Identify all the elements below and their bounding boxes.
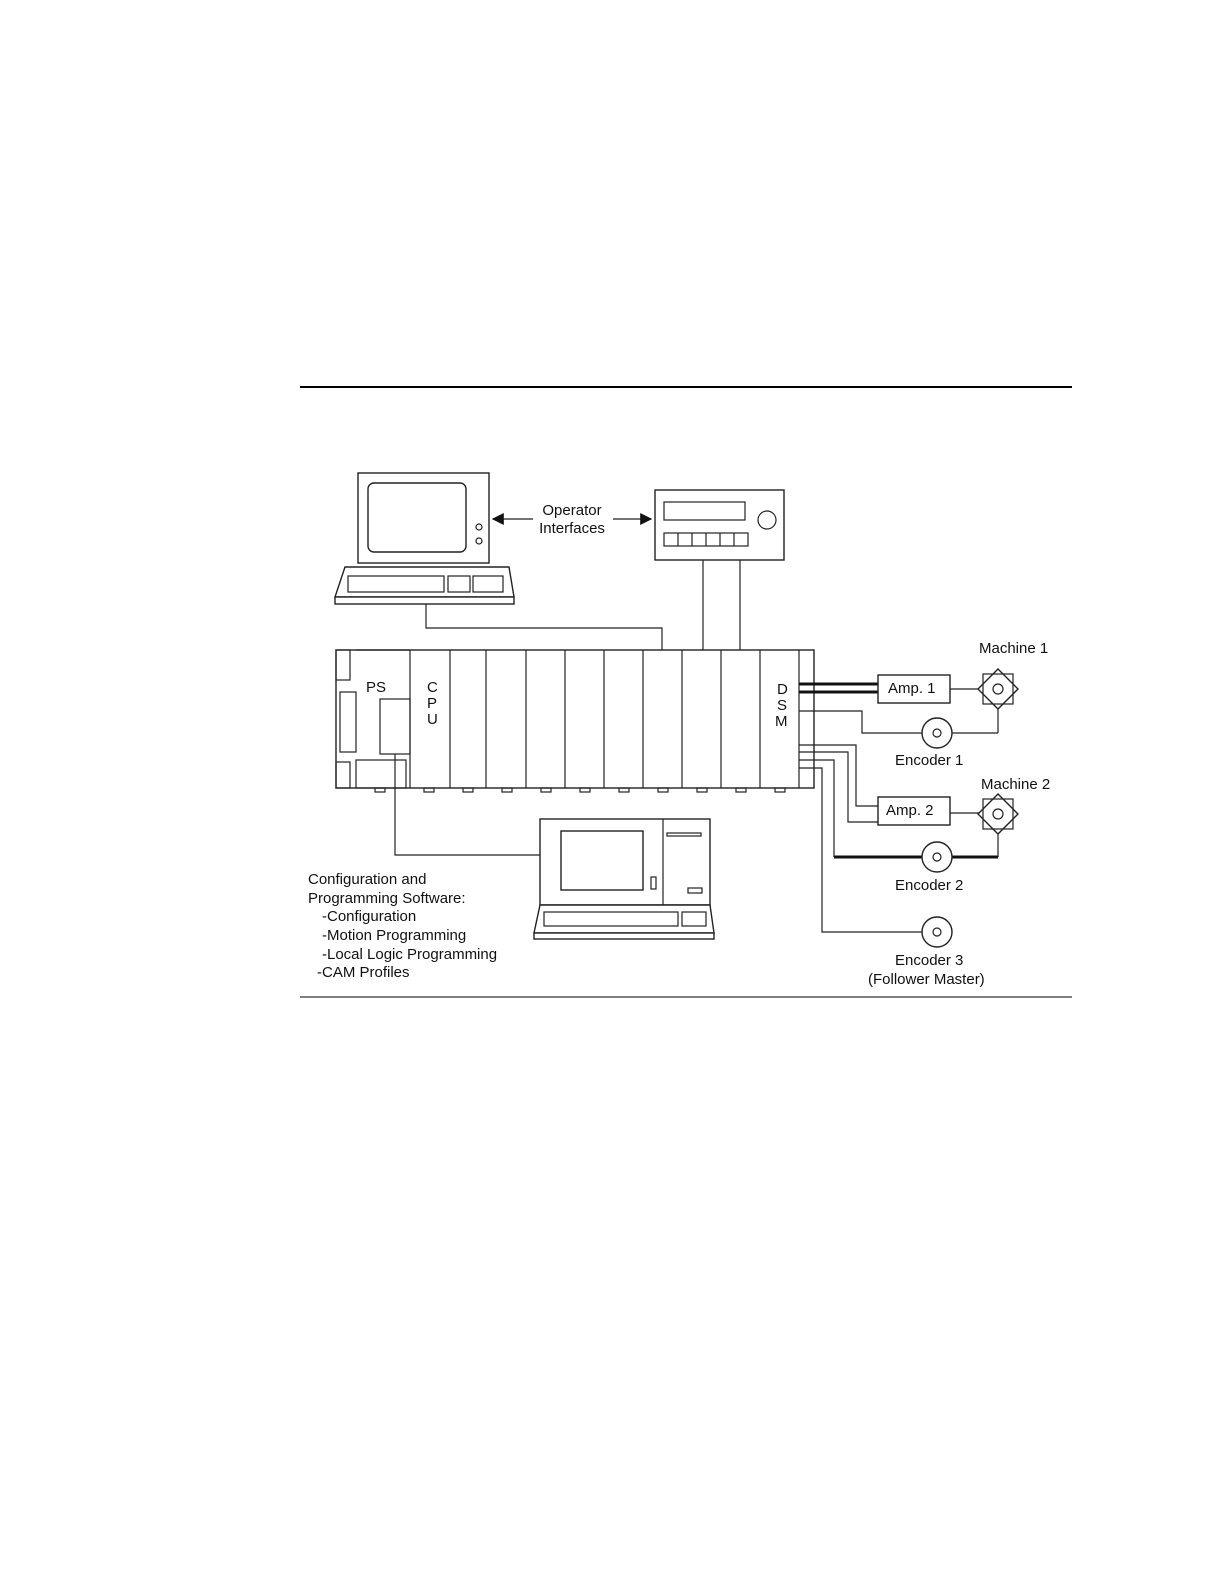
encoder3-label: Encoder 3 — [895, 952, 964, 969]
cpu-label-u: U — [427, 711, 438, 728]
machine1-label: Machine 1 — [979, 640, 1049, 657]
software-line-2: Programming Software: — [308, 890, 466, 907]
plc-rack — [336, 650, 814, 792]
encoder2-label: Encoder 2 — [895, 877, 964, 894]
dsm-encoder3-wire — [799, 768, 922, 932]
machine1-motor-icon — [978, 669, 1018, 709]
dsm-encoder1-wire — [799, 711, 998, 733]
software-line-5: -Local Logic Programming — [322, 946, 498, 963]
machine2-label: Machine 2 — [981, 776, 1051, 793]
machine2-motor-icon — [978, 794, 1018, 834]
dsm-label-s: S — [777, 697, 788, 714]
operator-panel-icon — [655, 490, 784, 560]
terminal-cable — [426, 604, 662, 650]
encoder1-label: Encoder 1 — [895, 752, 964, 769]
ps-label: PS — [366, 679, 387, 696]
software-line-3: -Configuration — [322, 908, 417, 925]
amp1-label: Amp. 1 — [888, 680, 936, 697]
software-line-4: -Motion Programming — [322, 927, 467, 944]
encoder3-sublabel: (Follower Master) — [868, 971, 985, 988]
cpu-label-p: P — [427, 695, 438, 712]
operator-label-line1: Operator — [542, 502, 602, 519]
software-line-6: -CAM Profiles — [317, 964, 410, 981]
software-line-1: Configuration and — [308, 871, 427, 888]
operator-label-line2: Interfaces — [539, 520, 605, 537]
programming-computer-icon — [534, 819, 714, 939]
dsm-label-m: M — [775, 713, 788, 730]
cpu-label-c: C — [427, 679, 438, 696]
encoder1-icon — [922, 718, 952, 748]
terminal-computer-icon — [335, 473, 514, 604]
dsm-label-d: D — [777, 681, 788, 698]
encoder3-icon — [922, 917, 952, 947]
encoder2-icon — [922, 842, 952, 872]
amp2-label: Amp. 2 — [886, 802, 934, 819]
